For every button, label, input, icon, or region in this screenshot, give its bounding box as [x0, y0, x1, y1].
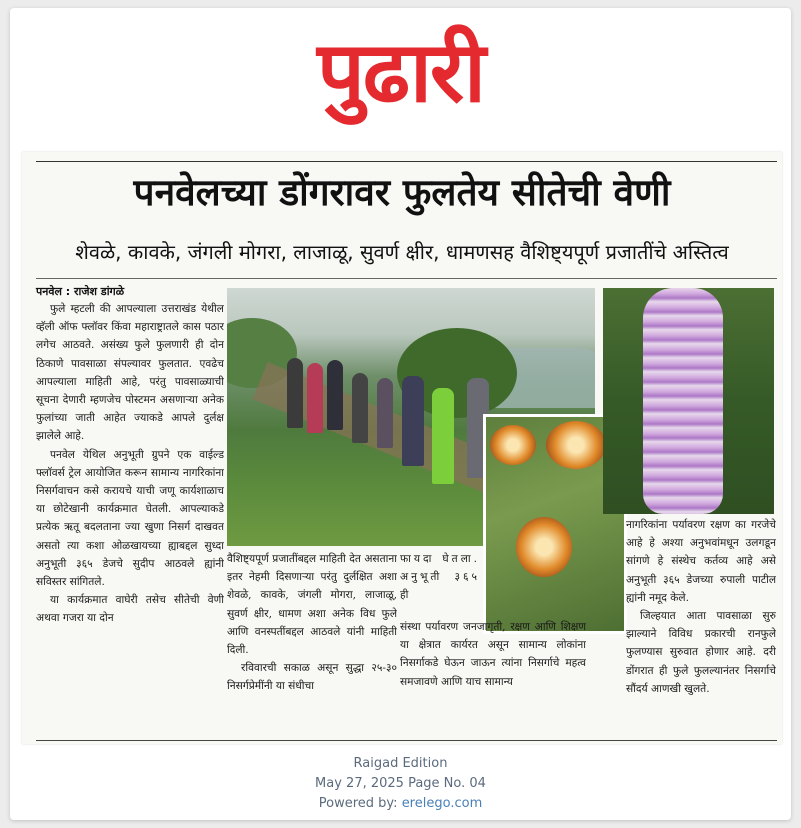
edition-label: Raigad Edition: [353, 756, 448, 771]
paragraph: फायदा घेतला. अनुभूती ३६५ ही: [400, 553, 480, 602]
divider: [36, 740, 777, 741]
date-page-label: May 27, 2025 Page No. 04: [315, 776, 486, 791]
powered-by-label: Powered by:: [318, 796, 402, 811]
trekker-figure: [327, 360, 343, 430]
flower-cluster: [490, 425, 536, 465]
newspaper-logo[interactable]: पुढारी: [317, 23, 484, 121]
paragraph: फुले म्हटली की आपल्याला उत्तराखंड येथील व्हॅली ऑफ फ्लॉवर किंवा महाराष्ट्रातले कास पठार लगेच आठवते. असंख्य फुले फुलणारी ही दोन ठिकाणे पावसाळा संपल्यावर फुलतात. एवढेच आपल्याला माहिती आहे, परंतु पावसाळ्याची सूचना देणारी म्हणजेच पोस्टमन असणाऱ्या अनेक फुलांच्या जाती आहेत ज्याकडे आपले दुर्लक्ष झालेले आहे.: [36, 303, 224, 443]
article-column-1: [36, 300, 224, 738]
paragraph: या कार्यक्रमात वाघेरी तसेच सीतेची वेणी अथवा गजरा या दोन: [36, 594, 224, 625]
paragraph: वैशिष्ट्यपूर्ण प्रजातींबद्दल माहिती देत असताना इतर नेहमी दिसणाऱ्या परंतु दुर्लक्षित अशा शेवळे, कावके, जंगली मोगरा, लाजाळू, सुवर्ण क्षीर, धामण अशा अनेक विध फुले आणि वनस्पतींबद्दल आठवले यांनी माहिती दिली.: [227, 553, 397, 657]
trekker-figure: [307, 363, 323, 433]
trekker-figure: [432, 388, 454, 484]
flower-cluster: [516, 517, 572, 577]
article-column-3-continued: [400, 618, 586, 738]
flower-cluster: [546, 421, 606, 469]
article-subheadline: शेवळे, कावके, जंगली मोगरा, लाजाळू, सुवर्ण क्षीर, धामणसह वैशिष्ट्यपूर्ण प्रजातींचे अस्तित्व: [75, 240, 729, 264]
trekker-figure: [352, 373, 368, 443]
article-clipping: [22, 152, 782, 744]
powered-by: [0, 796, 801, 811]
paragraph: रविवारची सकाळ असून सुद्धा २५-३० निसर्गप्रेमींनी या संधीचा: [227, 662, 397, 693]
divider: [36, 278, 777, 279]
trekker-figure: [402, 376, 424, 466]
erelego-link[interactable]: erelego.com: [401, 796, 483, 811]
article-byline: पनवेल : राजेश डांगळे: [36, 285, 125, 298]
paragraph: संस्था पर्यावरण जनजागृती, रक्षण आणि शिक्षण या क्षेत्रात कार्यरत असून सामान्य लोकांना निसर्गाकडे घेऊन जाऊन त्यांना निसर्गाचे महत्व समजावणे आणि याच सामान्य: [400, 621, 586, 688]
article-column-4: [626, 516, 776, 740]
article-column-3: [400, 550, 480, 614]
orchid-spike: [643, 288, 723, 514]
divider: [36, 161, 777, 162]
trekker-figure: [377, 378, 393, 448]
article-column-2: [227, 550, 397, 740]
trekker-figure: [287, 358, 303, 428]
paragraph: जिल्हयात आता पावसाळा सुरु झाल्याने विविध प्रकारची रानफुले फुलण्यास सुरुवात होणार आहे. दरी डोंगरात ही फुले फुलल्यानंतर निसर्गाचे सौंदर्य आणखी खुलते.: [626, 610, 776, 695]
orchid-photo: [603, 288, 774, 514]
paragraph: पनवेल येथिल अनुभूती ग्रुपने एक वाईल्ड फ्लॉवर्स ट्रेल आयोजित करून सामान्य नागरिकांना निसर्गवाचन कसे करायचे याची जणू कार्यशाळाच या छोटेखानी कार्यक्रमात घेतली. आपल्याकडे प्रत्येक ऋतू बदलताना ज्या खुणा निसर्ग दाखवत असतो त्या कशा ओळखायच्या ह्याबद्दल सुध्दा अनुभूती ३६५ डेजचे सुदीप आठवले ह्यांनी सविस्तर सांगितले.: [36, 448, 224, 589]
paragraph: नागरिकांना पर्यावरण रक्षण का गरजेचे आहे हे अश्या अनुभवांमधून उलगडून सांगणे हे संस्थेच कर्तव्य आहे असे अनुभूती ३६५ डेजच्या रुपाली पाटील ह्यांनी नमूद केले.: [626, 519, 776, 604]
article-headline: पनवेलच्या डोंगरावर फुलतेय सीतेची वेणी: [133, 171, 671, 214]
